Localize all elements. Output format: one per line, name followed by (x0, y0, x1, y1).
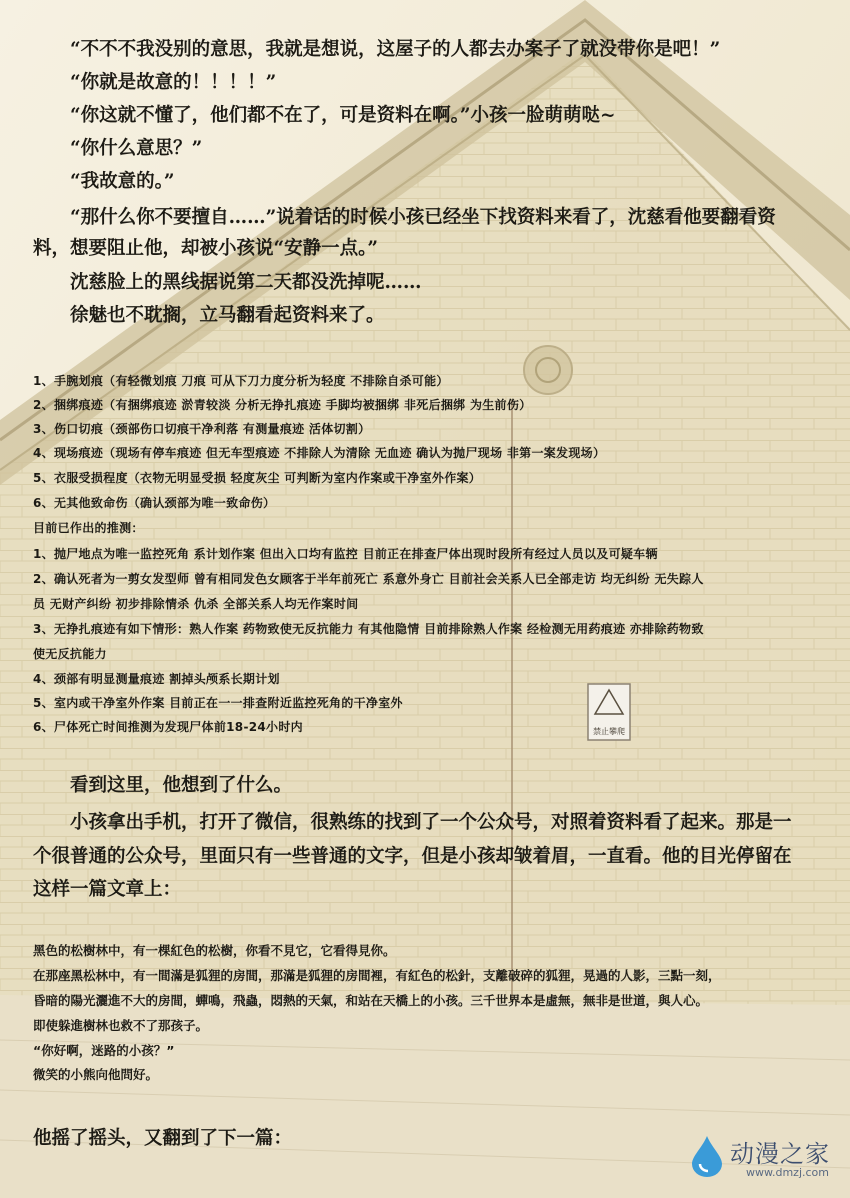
article-line: 在那座黑松林中，有一間滿是狐狸的房間，那滿是狐狸的房間裡，有紅色的松針，支離破碎的狐狸，晃過的人影，三點一刻， (33, 968, 721, 983)
story-line: 沈慈脸上的黑线据说第二天都没洗掉呢…… (70, 272, 422, 293)
case-note: 3、无挣扎痕迹有如下情形：熟人作案 药物致使无反抗能力 有其他隐情 目前排除熟人作案 经检测无用药痕迹 亦排除药物致 (33, 622, 704, 636)
story-line: “不不不我没别的意思，我就是想说，这屋子的人都去办案子了就没带你是吧！” (70, 39, 721, 60)
case-note: 1、抛尸地点为唯一监控死角 系计划作案 但出入口均有监控 目前正在排查尸体出现时段所有经过人员以及可疑车辆 (33, 547, 658, 561)
story-line: 看到这里，他想到了什么。 (70, 775, 293, 796)
case-note: 6、尸体死亡时间推测为发现尸体前18-24小时内 (33, 720, 303, 734)
watermark-name: 动漫之家 (730, 1140, 830, 1168)
story-line: 他摇了摇头，又翻到了下一篇： (33, 1128, 293, 1149)
case-note: 3、伤口切痕（颈部伤口切痕干净利落 有测量痕迹 活体切割） (33, 422, 371, 436)
article-line: 昏暗的陽光灑進不大的房間，蟬鳴，飛蟲，悶熱的天氣，和站在天橋上的小孩。三千世界本是虛無，無非是世道，與人心。 (33, 993, 709, 1008)
case-note: 5、衣服受损程度（衣物无明显受损 轻度灰尘 可判断为室内作案或干净室外作案） (33, 471, 482, 485)
article-line: 微笑的小熊向他問好。 (33, 1067, 159, 1082)
story-line: 料，想要阻止他，却被小孩说“安静一点。” (33, 238, 379, 259)
story-line: 这样一篇文章上： (33, 879, 182, 900)
story-line: 个很普通的公众号，里面只有一些普通的文字，但是小孩却皱着眉，一直看。他的目光停留在 (33, 846, 792, 867)
story-line: “那什么你不要擅自……”说着话的时候小孩已经坐下找资料来看了，沈慈看他要翻看资 (70, 207, 776, 228)
story-line: “你什么意思？” (70, 138, 203, 159)
wall-sign-text: 禁止攀爬 (593, 727, 625, 736)
case-note: 2、捆绑痕迹（有捆绑痕迹 淤青较淡 分析无挣扎痕迹 手脚均被捆绑 非死后捆绑 为生前伤） (33, 398, 532, 412)
article-line: 即使躲進樹林也救不了那孩子。 (33, 1018, 209, 1033)
case-note: 使无反抗能力 (33, 647, 107, 661)
story-line: “你就是故意的！！！！” (70, 72, 277, 93)
case-note: 5、室内或干净室外作案 目前正在一一排查附近监控死角的干净室外 (33, 696, 403, 710)
case-note: 2、确认死者为一剪女发型师 曾有相同发色女顾客于半年前死亡 系意外身亡 目前社会关系人已全部走访 均无纠纷 无失踪人 (33, 572, 704, 586)
case-note: 4、现场痕迹（现场有停车痕迹 但无车型痕迹 不排除人为清除 无血迹 确认为抛尸现场 非第一案发现场） (33, 446, 606, 460)
site-watermark (688, 1128, 838, 1184)
story-line: 徐魅也不耽搁，立马翻看起资料来了。 (70, 305, 385, 326)
article-line: 黑色的松樹林中，有一棵紅色的松樹，你看不見它，它看得見你。 (33, 943, 396, 958)
case-note: 1、手腕划痕（有轻微划痕 刀痕 可从下刀力度分析为轻度 不排除自杀可能） (33, 374, 449, 388)
watermark-url: www.dmzj.com (746, 1166, 829, 1179)
article-line: “你好啊，迷路的小孩？” (33, 1043, 175, 1058)
story-line: “你这就不懂了，他们都不在了，可是资料在啊。”小孩一脸萌萌哒~ (70, 105, 616, 126)
water-drop-icon (688, 1134, 726, 1178)
story-line: “我故意的。” (70, 171, 175, 192)
story-line: 小孩拿出手机，打开了微信，很熟练的找到了一个公众号，对照着资料看了起来。那是一 (70, 812, 792, 833)
case-note-heading: 目前已作出的推测： (33, 521, 144, 535)
case-note: 6、无其他致命伤（确认颈部为唯一致命伤） (33, 496, 276, 510)
case-note: 4、颈部有明显测量痕迹 割掉头颅系长期计划 (33, 672, 280, 686)
case-note: 员 无财产纠纷 初步排除情杀 仇杀 全部关系人均无作案时间 (33, 597, 359, 611)
